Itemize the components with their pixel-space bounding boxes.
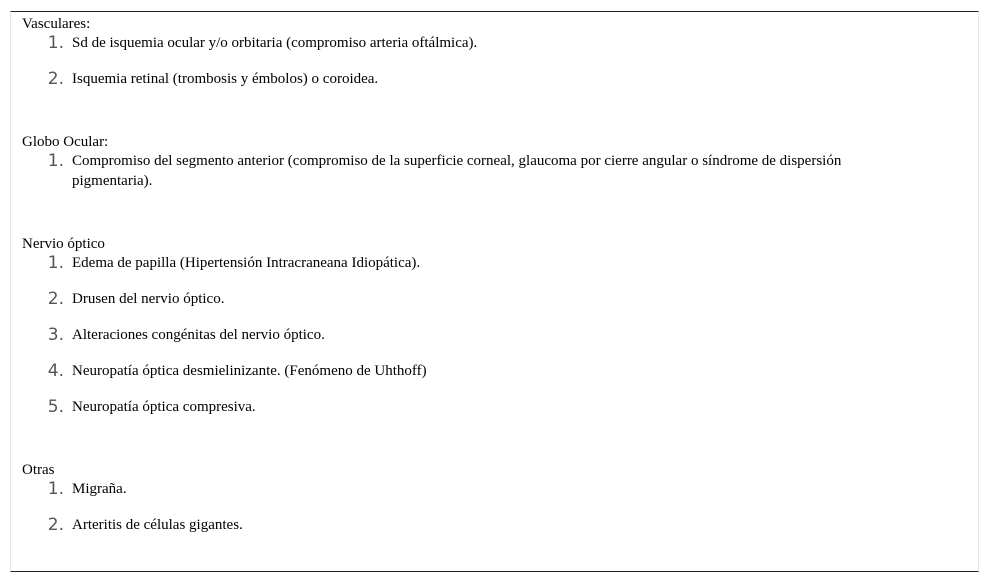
list-item: [22, 151, 968, 191]
list-number: 1.: [47, 253, 64, 273]
list-number: 2.: [47, 515, 64, 535]
list-item-text: Alteraciones congénitas del nervio óptico.: [72, 327, 325, 343]
list-item-text: Edema de papilla (Hipertensión Intracraneana Idiopática).: [72, 255, 421, 271]
section-nervio-optico: [22, 235, 968, 417]
list-number: 5.: [47, 397, 64, 417]
list-item-text: Sd de isquemia ocular y/o orbitaria (compromiso arteria oftálmica).: [72, 35, 478, 51]
ordered-list: [22, 33, 968, 89]
section-vasculares: [22, 15, 968, 89]
list-number: 1.: [47, 33, 64, 53]
ordered-list: [22, 151, 968, 191]
list-item: [22, 69, 968, 89]
list-number: 2.: [47, 289, 64, 309]
list-item: [22, 253, 968, 273]
list-item: [22, 361, 968, 381]
list-item-text: Compromiso del segmento anterior (compromiso de la superficie corneal, glaucoma por cierre angular o síndrome de dispersión pigmentaria).: [72, 153, 842, 189]
list-number: 1.: [47, 479, 64, 499]
table-cell: [22, 15, 968, 551]
list-number: 2.: [47, 69, 64, 89]
list-item: [22, 515, 968, 535]
section-spacer: [22, 105, 968, 133]
list-number: 1.: [47, 151, 64, 171]
ordered-list: [22, 479, 968, 535]
list-number: 4.: [47, 361, 64, 381]
section-spacer: [22, 207, 968, 235]
list-item-text: Migraña.: [72, 481, 127, 497]
section-otras: [22, 461, 968, 535]
section-globo-ocular: [22, 133, 968, 191]
table-frame: [10, 11, 979, 572]
list-item: [22, 479, 968, 499]
section-title: Otras: [22, 462, 55, 478]
list-item-text: Neuropatía óptica desmielinizante. (Fenómeno de Uhthoff): [72, 363, 427, 379]
list-item-text: Isquemia retinal (trombosis y émbolos) o coroidea.: [72, 71, 379, 87]
list-item: [22, 289, 968, 309]
list-number: 3.: [47, 325, 64, 345]
section-spacer: [22, 433, 968, 461]
ordered-list: [22, 253, 968, 417]
list-item-text: Arteritis de células gigantes.: [72, 517, 243, 533]
section-title: Vasculares:: [22, 16, 91, 32]
list-item-text: Drusen del nervio óptico.: [72, 291, 225, 307]
section-title: Globo Ocular:: [22, 134, 109, 150]
list-item: [22, 33, 968, 53]
list-item: [22, 397, 968, 417]
section-title: Nervio óptico: [22, 236, 105, 252]
list-item: [22, 325, 968, 345]
list-item-text: Neuropatía óptica compresiva.: [72, 399, 256, 415]
